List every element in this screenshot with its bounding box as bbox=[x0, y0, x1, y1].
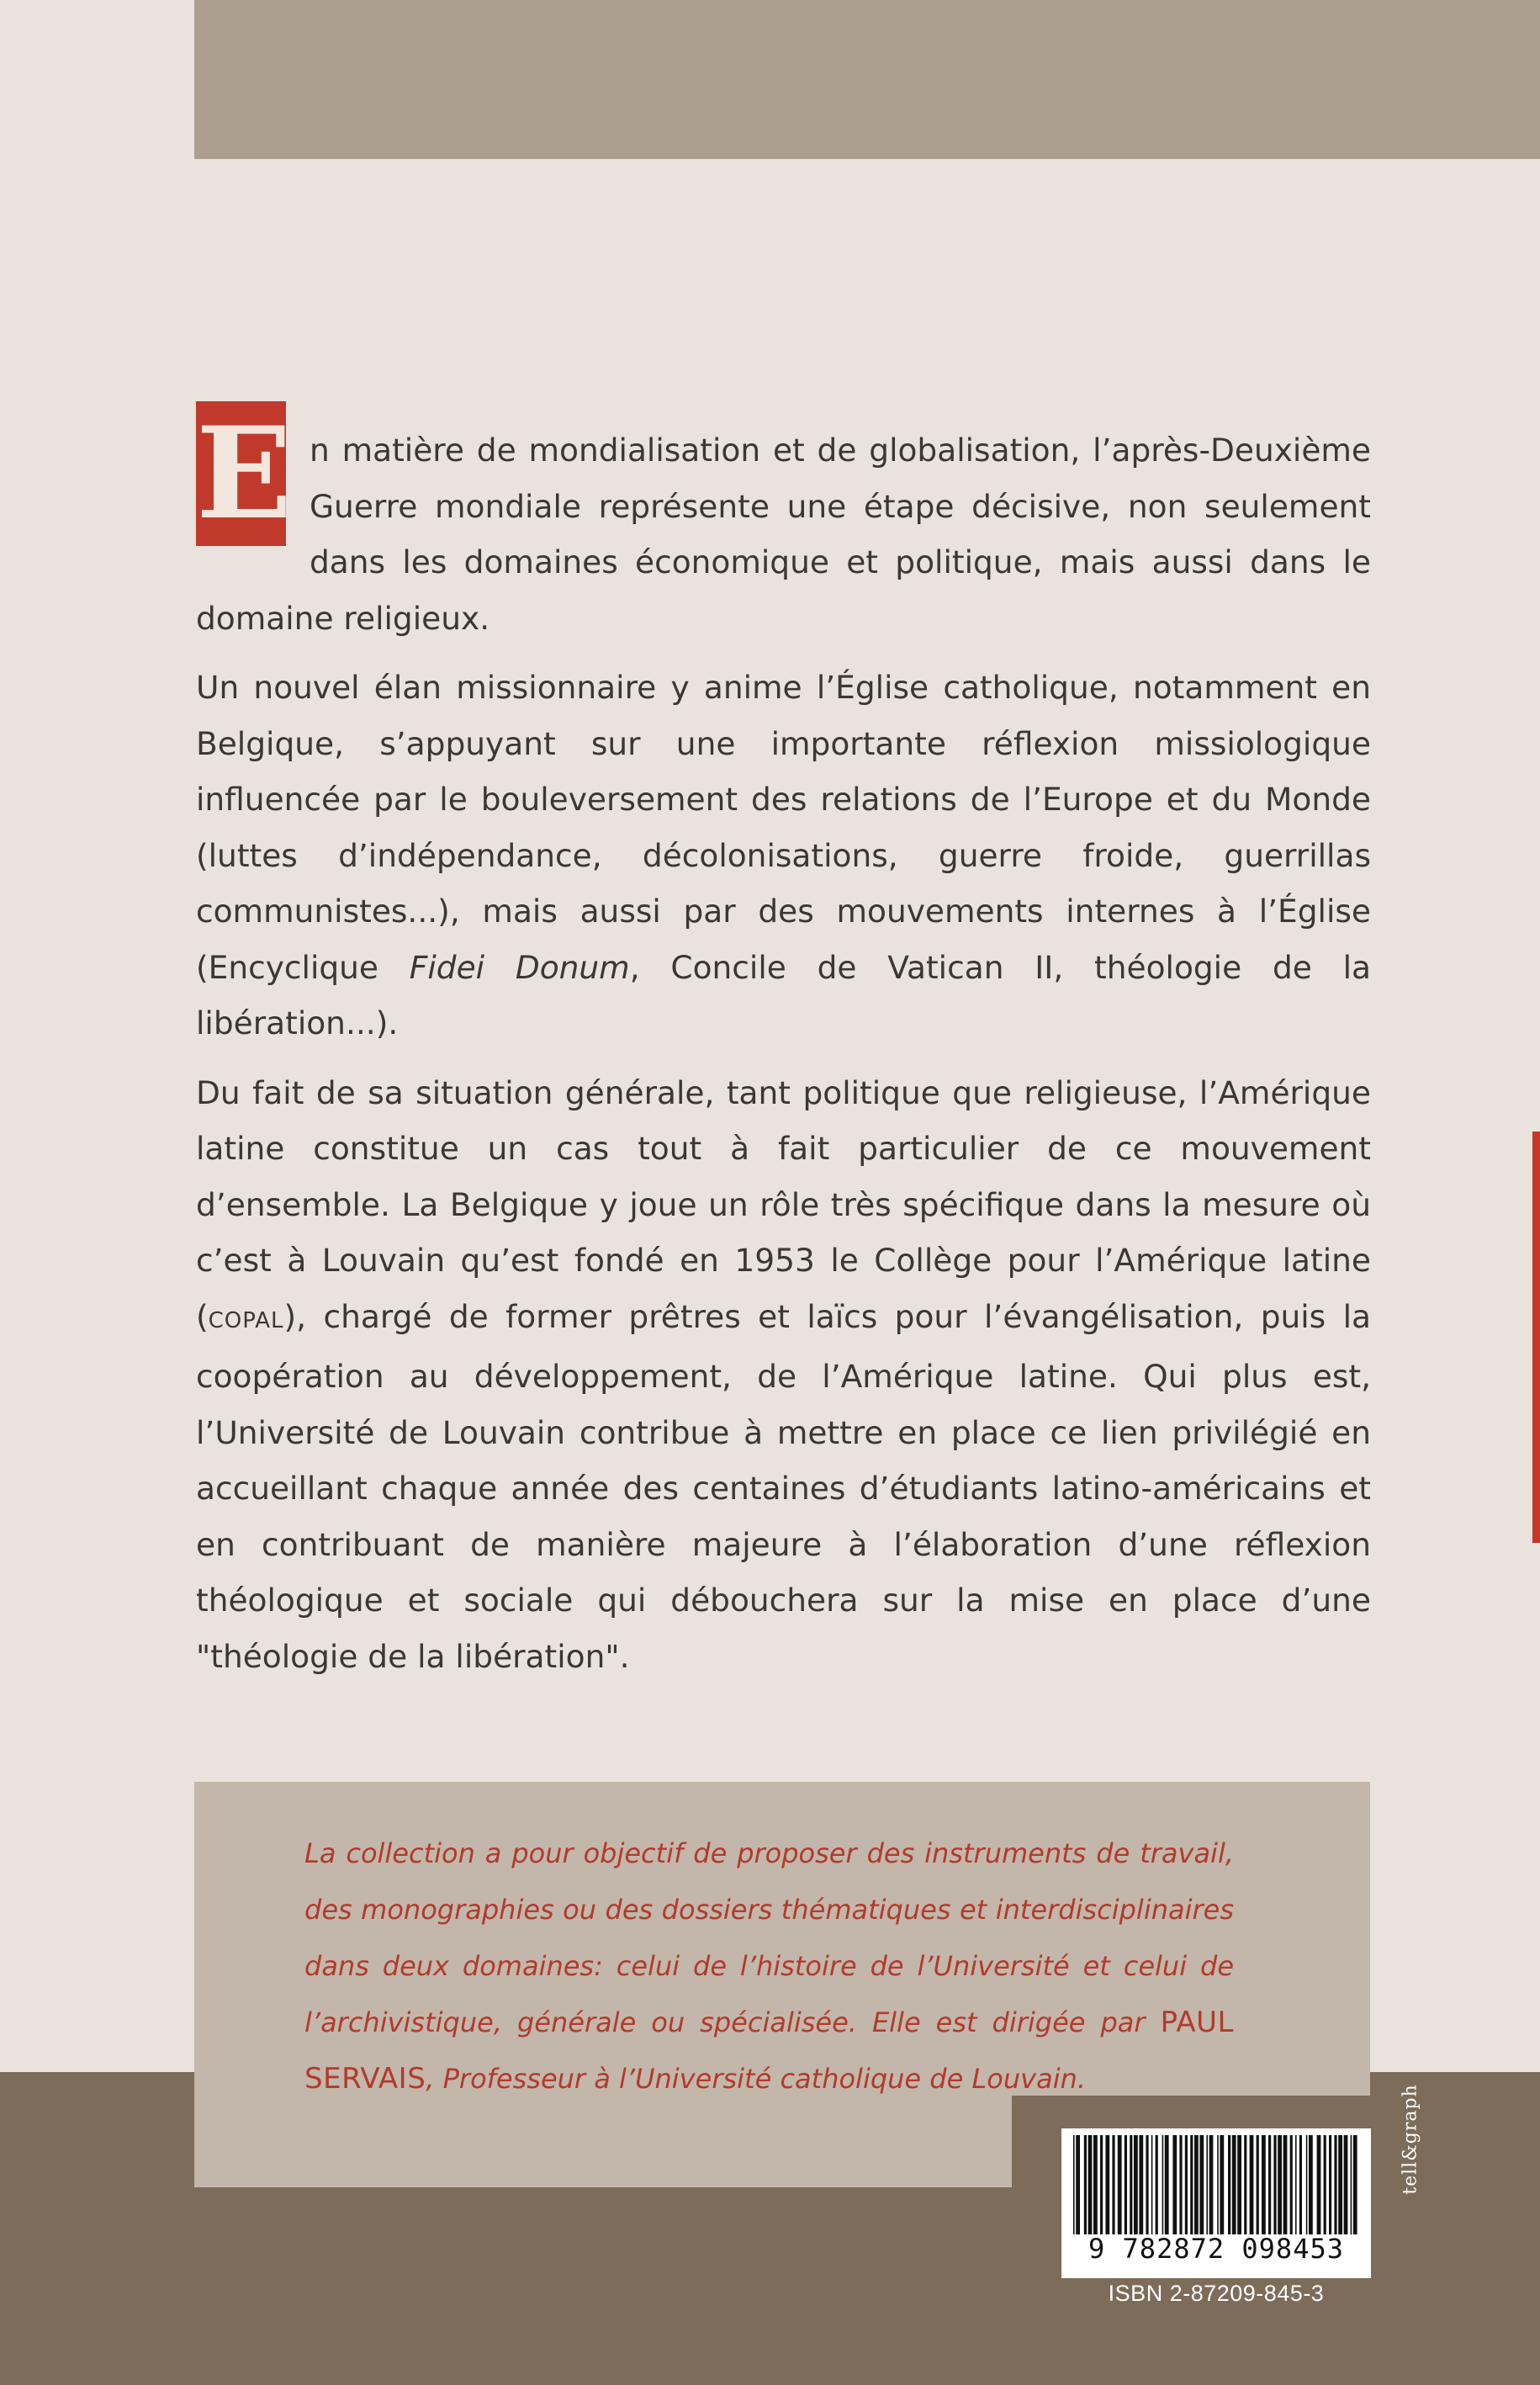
paragraph-2-text-b: , Concile de Vatican II, théologie de la libération...). bbox=[196, 948, 1371, 1041]
collection-text-b: , Professeur à l’Université catholique de Louvain. bbox=[426, 2063, 1087, 2095]
paragraph-1 bbox=[196, 400, 1371, 646]
barcode bbox=[1061, 2128, 1371, 2278]
collection-description bbox=[304, 1826, 1234, 2107]
paragraph-3 bbox=[196, 1065, 1371, 1685]
collection-text-a: La collection a pour objectif de proposer des instruments de travail, des monographies ou des dossiers thématiques et interdisciplinaires dans deux domaines: celui de l’histoire de l’Université et celui de l’archivistique, générale ou spécialisée. Elle est dirigée par bbox=[304, 1837, 1234, 2038]
paragraph-1-text: n matière de mondialisation et de globalisation, l’après-Deuxième Guerre mondiale représente une étape décisive, non seulement dans les domaines économique et politique, mais aussi dans le domaine religieux. bbox=[196, 432, 1371, 637]
edge-red-mark bbox=[1532, 1132, 1540, 1543]
paragraph-2 bbox=[196, 660, 1371, 1052]
paragraph-3-text-a: Du fait de sa situation générale, tant politique que religieuse, l’Amérique latine constitue un cas tout à fait particulier de ce mouvement d’ensemble. La Belgique y joue un rôle très spécifique dans la mesure où c’est à Louvain qu’est fondé en 1953 le Collège pour l’Amérique latine ( bbox=[196, 1073, 1371, 1335]
barcode-bars bbox=[1070, 2135, 1363, 2234]
publisher-name: tell&graph bbox=[1400, 2084, 1421, 2195]
copal-acronym: COPAL bbox=[208, 1307, 284, 1333]
encyclical-title: Fidei Donum bbox=[409, 948, 630, 986]
back-cover-text bbox=[196, 400, 1371, 1684]
drop-cap-letter: E bbox=[196, 400, 293, 548]
paragraph-3-text-b: ), chargé de former prêtres et laïcs pour l’évangélisation, puis la coopération au développement, de l’Amérique latine. Qui plus est, l’Université de Louvain contribue à mettre en place ce lien privilégié en accueillant chaque année des centaines d’étudiants latino-américains et en contribuant de manière majeure à l’élaboration d’une réflexion théologique et sociale qui débouchera sur la mise en place d’une "théologie de la libération". bbox=[196, 1297, 1371, 1675]
paragraph-2-text-a: Un nouvel élan missionnaire y anime l’Église catholique, notamment en Belgique, s’appuyant sur une importante réflexion missiologique influencée par le bouleversement des relations de l’Europe et du Monde (luttes d’indépendance, décolonisations, guerre froide, guerrillas communistes...), mais aussi par des mouvements internes à l’Église (Encyclique bbox=[196, 669, 1371, 986]
collection-director: PAUL SERVAIS bbox=[304, 2006, 1234, 2096]
top-color-band bbox=[194, 0, 1540, 159]
isbn-number: ISBN 2-87209-845-3 bbox=[1108, 2281, 1325, 2306]
publisher-logo bbox=[1395, 2085, 1426, 2194]
barcode-digits: 9 782872 098453 bbox=[1088, 2233, 1344, 2265]
